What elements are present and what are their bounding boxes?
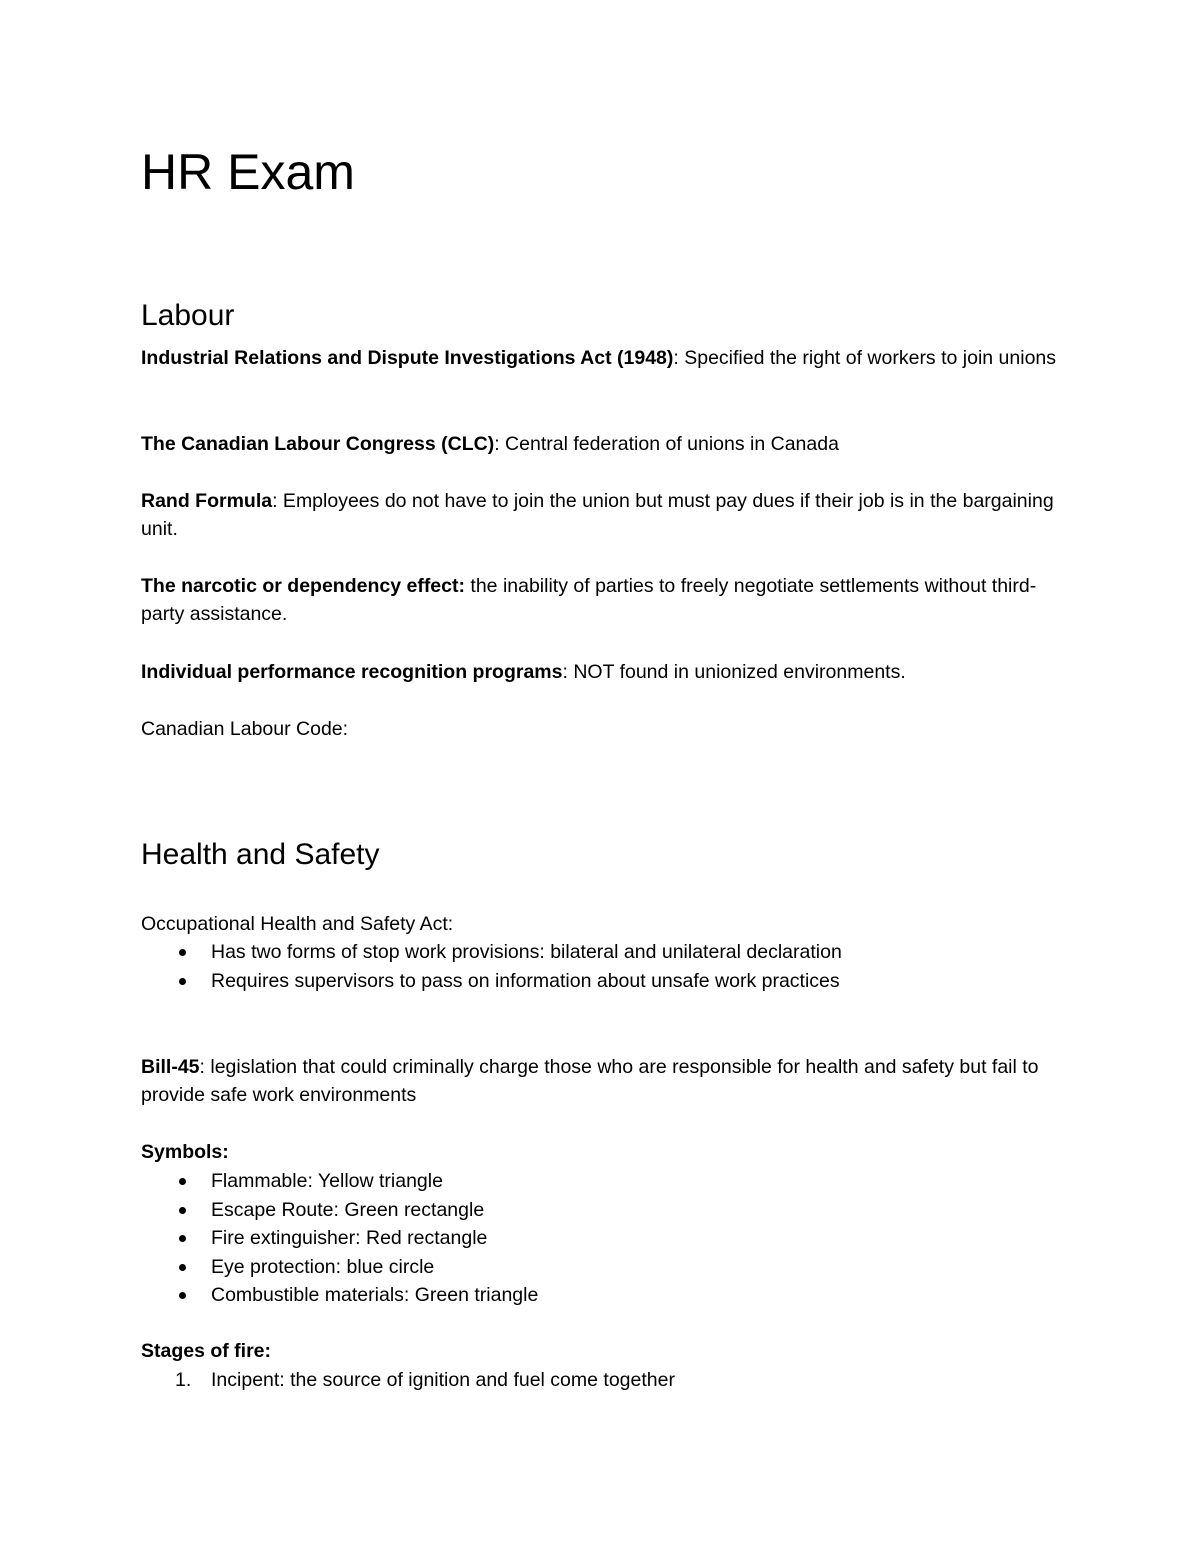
entry-term: Rand Formula (141, 490, 273, 512)
stages-label (141, 1337, 1061, 1365)
entry-separator: : (272, 490, 278, 512)
entry-separator: : (199, 1056, 205, 1078)
entry-term: Bill-45 (141, 1056, 200, 1078)
entry-text: Employees do not have to join the union but must pay dues if their job is in the bargaining unit. (141, 490, 1054, 540)
symbols-list (141, 1167, 1061, 1310)
stages-list (141, 1366, 1061, 1395)
list-item: Requires supervisors to pass on information about unsafe work practices (141, 967, 1061, 996)
labour-entry (141, 658, 1061, 686)
list-item-text: Incipent: the source of ignition and fuel come together (211, 1369, 675, 1391)
entry-separator: : (562, 661, 568, 683)
document-title: HR Exam (141, 144, 355, 200)
entry-text: Specified the right of workers to join unions (678, 347, 1057, 369)
list-item: Fire extinguisher: Red rectangle (141, 1224, 1061, 1253)
section-heading-health-safety: Health and Safety (141, 838, 380, 871)
labour-entry (141, 572, 1061, 628)
entry-term: The narcotic or dependency effect: (141, 575, 465, 597)
ohsa-list (141, 938, 1061, 995)
labour-entry (141, 344, 1061, 372)
list-item: Escape Route: Green rectangle (141, 1196, 1061, 1225)
list-item: Combustible materials: Green triangle (141, 1281, 1061, 1310)
symbols-label-text: Symbols: (141, 1141, 229, 1163)
entry-text: legislation that could criminally charge those who are responsible for health and safety but fail to provide safe work environments (141, 1056, 1039, 1106)
entry-term: Industrial Relations and Dispute Investigations Act (1948) (141, 347, 674, 369)
entry-term: The Canadian Labour Congress (CLC) (141, 433, 495, 455)
list-item: Eye protection: blue circle (141, 1253, 1061, 1282)
section-heading-labour: Labour (141, 299, 235, 332)
bill-45-entry (141, 1053, 1061, 1109)
labour-entry (141, 430, 1061, 458)
list-item: Flammable: Yellow triangle (141, 1167, 1061, 1196)
entry-term: Individual performance recognition programs (141, 661, 563, 683)
entry-text: NOT found in unionized environments. (567, 661, 906, 683)
entry-text: the inability of parties to freely negotiate settlements without third-party assistance. (141, 575, 1037, 625)
stages-label-text: Stages of fire: (141, 1340, 272, 1362)
entry-text: Central federation of unions in Canada (499, 433, 839, 455)
symbols-label (141, 1138, 1061, 1166)
canadian-labour-code-label: Canadian Labour Code: (141, 718, 349, 740)
list-item: Has two forms of stop work provisions: bilateral and unilateral declaration (141, 938, 1061, 967)
labour-entry (141, 487, 1061, 543)
list-number: 1. (175, 1369, 192, 1391)
entry-separator: : (673, 347, 679, 369)
list-item (141, 1366, 1061, 1395)
ohsa-label: Occupational Health and Safety Act: (141, 913, 454, 935)
entry-separator: : (494, 433, 500, 455)
